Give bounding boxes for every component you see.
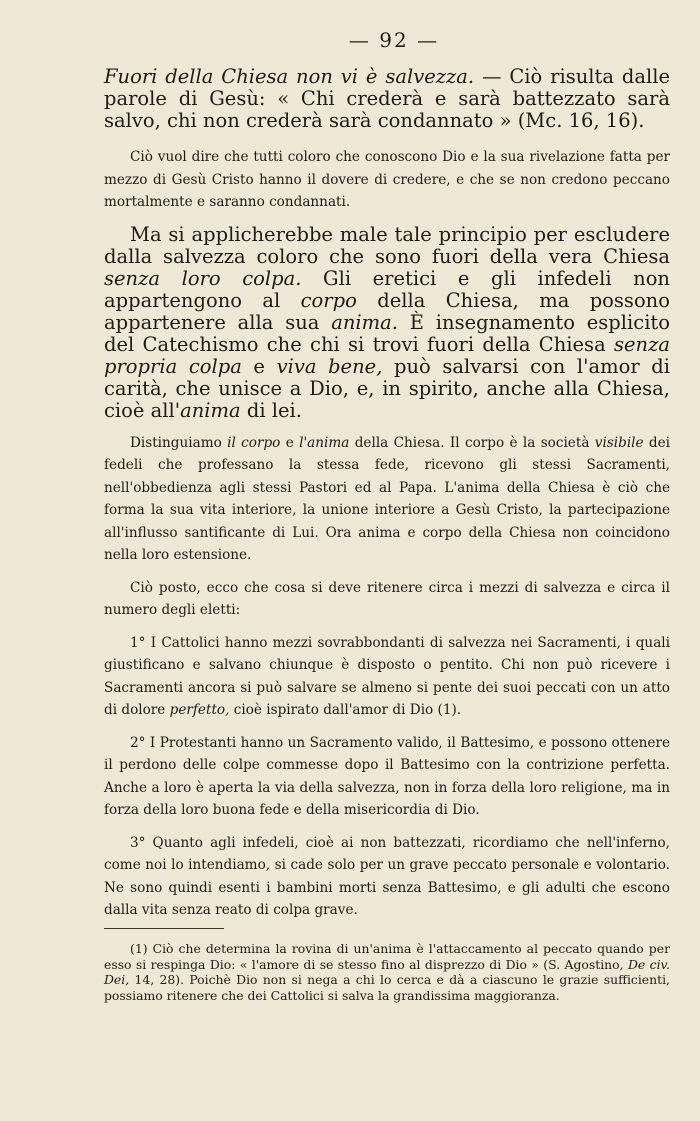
footnote-rule [104,928,224,929]
point-protestants: 2° I Protestanti hanno un Sacramento valido, il Battesimo, e possono ottenere il perdono delle colpe commesse dopo il Battesimo con la contrizione perfetta. Anche a loro è aperta la via della salvezza, non in forza della loro religione, ma in forza della loro buona fede e della misericordia di Dio. [104,734,670,818]
paragraph-body-and-soul: Ma si applicherebbe male tale principio per escludere dalla salvezza coloro che sono fuori della vera Chiesa senza loro colpa. Gli eretici e gli infedeli non appartengono al corpo della Chiesa, ma possono appartenere alla sua anima. È insegnamento esplicito del Catechismo che chi si trovi fuori della Chiesa senza propria colpa e viva bene, può salvarsi con l'amor di carità, che unisce a Dio, e, in spirito, anche alla Chiesa, cioè all'anima di lei. [104,222,671,422]
page-number: — 92 — [348,28,440,52]
point-catholics: 1° I Cattolici hanno mezzi sovrabbondanti di salvezza nei Sacramenti, i quali giustificano e salvano chiunque è disposto o pentito. Chi non può ricevere i Sacramenti ancora si può salvare se almeno si pente dei suoi peccati con un atto di dolore perfetto, cioè ispirato dall'amor di Dio (1). [104,634,670,718]
footnotes [104,928,670,1003]
footnote-1: (1) Ciò che determina la rovina di un'anima è l'attaccamento al peccato quando per esso si respinga Dio: « l'amore di se stesso fino al disprezzo di Dio » (S. Agostino, De civ. Dei, 14, 28). Poichè Dio non si nega a chi lo cerca e dà a ciascuno le grazie sufficienti, possiamo ritenere che dei Cattolici si salva la grandissima maggioranza. [104,941,671,1003]
paragraph-premise: Ciò posto, ecco che cosa si deve ritenere circa i mezzi di salvezza e circa il numero degli eletti: [104,579,670,618]
paragraph-distinction: Distinguiamo il corpo e l'anima della Chiesa. Il corpo è la società visibile dei fedeli che professano la stessa fede, ricevono gli stessi Sacramenti, nell'obbedienza agli stessi Pastori ed al Papa. L'anima della Chiesa è ciò che forma la sua vita interiore, la unione interiore a Gesù Cristo, la partecipazione all'influsso santificante di Lui. Ora anima e corpo della Chiesa non coincidono nella loro estensione. [104,434,671,563]
gospel-quote: — Ciò risulta dalle parole di Gesù: « Chi crederà e sarà battezzato sarà salvo, chi non crederà sarà condannato » (Mc. 16, 16). [104,65,670,132]
paragraph-duty-to-believe: Ciò vuol dire che tutti coloro che conoscono Dio e la sua rivelazione fatta per mezzo di Gesù Cristo hanno il dovere di credere, e che se non credono peccano mortalmente e saranno condannati. [104,149,670,210]
point-infidels: 3° Quanto agli infedeli, cioè ai non battezzati, ricordiamo che nell'inferno, come noi lo intendiamo, si cade solo per un grave peccato personale e volontario. Ne sono quindi esenti i bambini morti senza Battesimo, e gli adulti che escono dalla vita senza reato di colpa grave. [104,834,670,918]
section-heading: Fuori della Chiesa non vi è salvezza. [104,65,475,88]
section-heading-paragraph [104,66,670,132]
